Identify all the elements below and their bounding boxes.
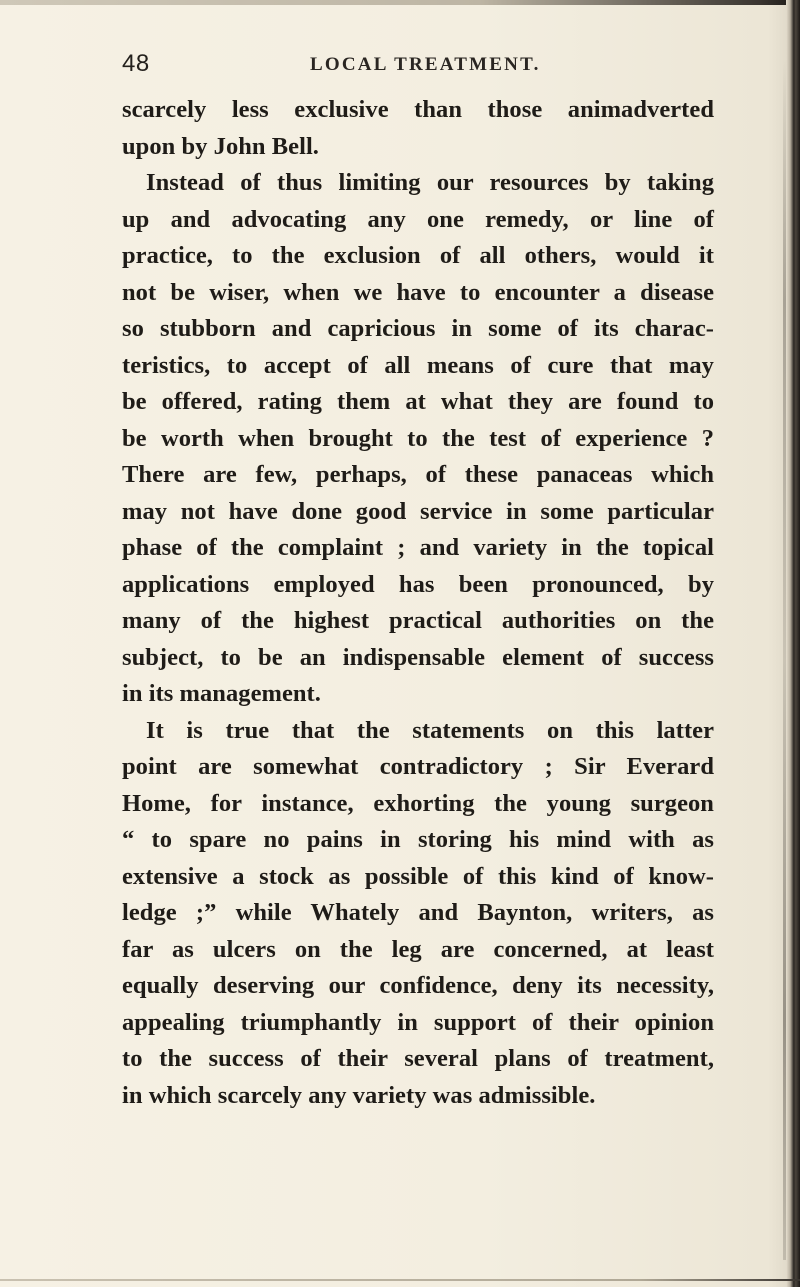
text-line: extensive a stock as possible of this kind of know-	[122, 862, 714, 890]
page-number: 48	[122, 50, 150, 77]
page-edge-shading	[783, 60, 786, 1260]
text-line: up and advocating any one remedy, or line of	[122, 205, 714, 233]
text-line: teristics, to accept of all means of cure that may	[122, 351, 714, 379]
text-line: applications employed has been pronounced, by	[122, 570, 714, 598]
body-text	[122, 92, 714, 1114]
bottom-edge-rule	[0, 1279, 800, 1281]
text-line: Home, for instance, exhorting the young surgeon	[122, 789, 714, 817]
running-head: LOCAL TREATMENT.	[310, 54, 541, 75]
text-line: in which scarcely any variety was admissible.	[122, 1081, 596, 1109]
page-gutter-edge	[786, 0, 800, 1287]
text-line: to the success of their several plans of treatment,	[122, 1045, 714, 1072]
text-line: far as ulcers on the leg are concerned, at least	[122, 935, 714, 963]
text-line: be worth when brought to the test of experience ?	[122, 424, 714, 452]
text-line: phase of the complaint ; and variety in the topical	[122, 534, 714, 561]
text-line: may not have done good service in some particular	[122, 497, 714, 525]
text-line: ledge ;” while Whately and Baynton, writers, as	[122, 899, 714, 926]
text-line: Instead of thus limiting our resources by taking	[146, 169, 714, 196]
text-line: upon by John Bell.	[122, 132, 319, 160]
text-line: point are somewhat contradictory ; Sir Everard	[122, 753, 714, 780]
top-edge-shadow	[0, 0, 800, 5]
text-line: There are few, perhaps, of these panaceas which	[122, 461, 714, 488]
text-line: equally deserving our confidence, deny its necessity,	[122, 972, 714, 999]
text-line: subject, to be an indispensable element of success	[122, 643, 714, 671]
text-line: not be wiser, when we have to encounter a disease	[122, 278, 714, 306]
text-line: in its management.	[122, 680, 321, 707]
text-line: appealing triumphantly in support of their opinion	[122, 1008, 714, 1036]
text-line: many of the highest practical authorities on the	[122, 607, 714, 634]
text-line: be offered, rating them at what they are found to	[122, 388, 714, 415]
text-line: scarcely less exclusive than those animadverted	[122, 96, 714, 123]
page-header	[122, 50, 712, 86]
text-line: so stubborn and capricious in some of its charac-	[122, 315, 714, 342]
text-line: It is true that the statements on this latter	[146, 716, 714, 744]
text-line: “ to spare no pains in storing his mind with as	[122, 826, 714, 853]
text-line: practice, to the exclusion of all others, would it	[122, 242, 714, 269]
